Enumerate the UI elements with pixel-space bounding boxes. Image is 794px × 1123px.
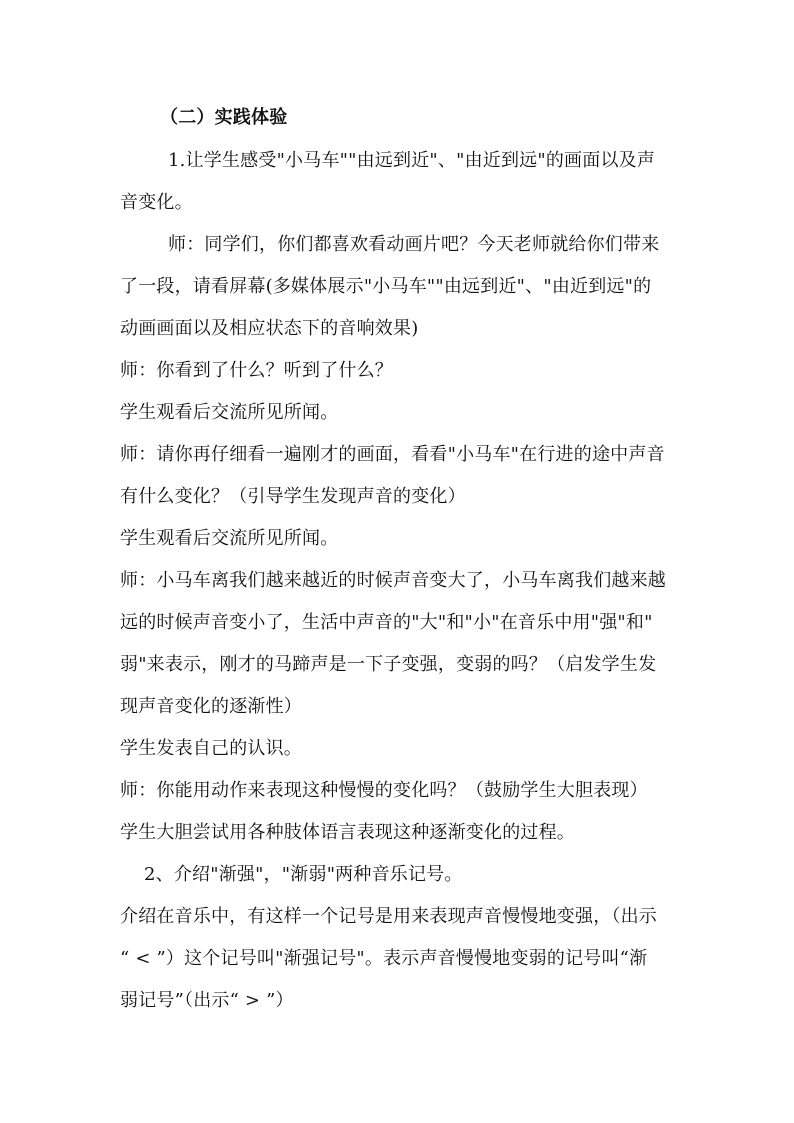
paragraph-line: 师：同学们，你们都喜欢看动画片吧？今天老师就给你们带来	[168, 234, 660, 255]
paragraph-line: 师：你能用动作来表现这种慢慢的变化吗？（鼓励学生大胆表现）	[120, 780, 648, 801]
paragraph-line: 学生大胆尝试用各种肢体语言表现这种逐渐变化的过程。	[120, 822, 575, 843]
paragraph-line: 弱记号”（出示“ > ”）	[120, 990, 294, 1011]
paragraph-line: “ < ”）这个记号叫"渐强记号"。表示声音慢慢地变弱的记号叫“渐	[120, 948, 648, 969]
paragraph-line: 音变化。	[120, 192, 193, 213]
paragraph-line: 弱"来表示，刚才的马蹄声是一下子变强，变弱的吗？（启发学生发	[120, 654, 657, 675]
paragraph-line: 学生观看后交流所见所闻。	[120, 402, 339, 423]
paragraph-line: 了一段，请看屏幕(多媒体展示"小马车""由远到近"、"由近到远"的	[120, 276, 652, 297]
paragraph-line: 2、介绍"渐强"，"渐弱"两种音乐记号。	[144, 864, 463, 885]
paragraph-line: 现声音变化的逐渐性）	[120, 696, 302, 717]
paragraph-line: 动画画面以及相应状态下的音响效果)	[120, 318, 419, 339]
paragraph-line: 有什么变化？（引导学生发现声音的变化）	[120, 486, 466, 507]
paragraph-line: 师：请你再仔细看一遍刚才的画面，看看"小马车"在行进的途中声音	[120, 444, 665, 465]
paragraph-line: 师：小马车离我们越来越近的时候声音变大了，小马车离我们越来越	[120, 570, 666, 591]
paragraph-line: 远的时候声音变小了，生活中声音的"大"和"小"在音乐中用"强"和"	[120, 612, 653, 633]
paragraph-line: 1.让学生感受"小马车""由远到近"、"由近到远"的画面以及声	[168, 150, 656, 171]
paragraph-line: 学生发表自己的认识。	[120, 738, 302, 759]
section-heading: （二）实践体验	[160, 107, 288, 128]
paragraph-line: 师：你看到了什么？听到了什么？	[120, 360, 393, 381]
paragraph-line: 学生观看后交流所见所闻。	[120, 528, 339, 549]
paragraph-line: 介绍在音乐中，有这样一个记号是用来表现声音慢慢地变强，（出示	[120, 906, 657, 927]
